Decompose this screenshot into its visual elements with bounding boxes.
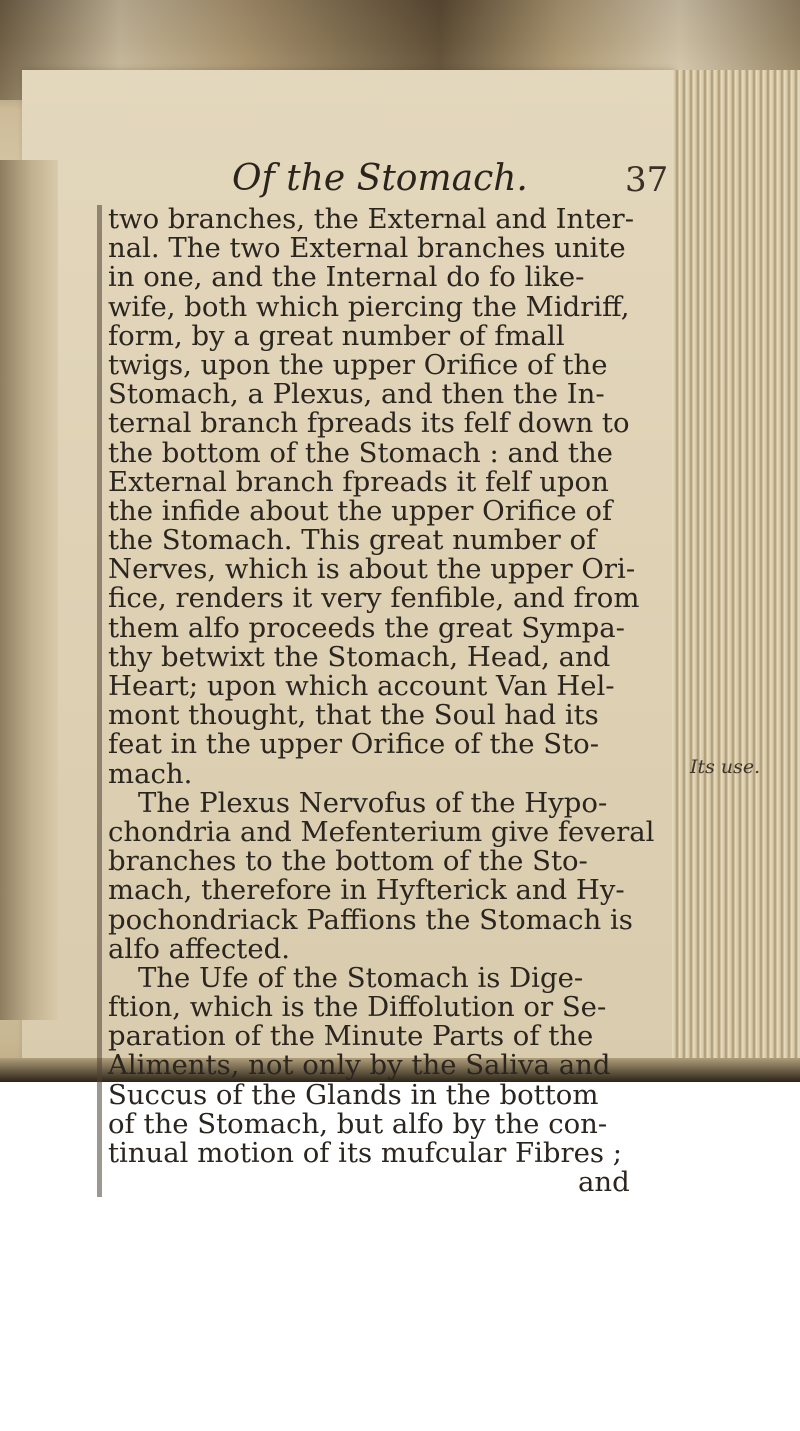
bleed-mark xyxy=(62,614,102,643)
bleed-mark xyxy=(62,847,102,876)
bleed-mark xyxy=(62,993,102,1022)
text-line: the infide about the upper Orifice of xyxy=(108,494,613,527)
body-text xyxy=(108,205,678,1197)
text-line: two branches, the External and Inter- xyxy=(108,203,634,235)
text-line: alfo affected. xyxy=(108,932,290,965)
text-line: wife, both which piercing the Midriff, xyxy=(108,290,630,323)
bleed-mark xyxy=(62,672,102,701)
text-line: form, by a great number of fmall xyxy=(108,319,565,352)
bleed-mark xyxy=(62,1168,102,1197)
text-line: nal. The two External branches unite xyxy=(108,232,626,265)
text-line: mach. xyxy=(108,757,193,790)
text-line: mont thought, that the Soul had its xyxy=(108,699,599,732)
book-gutter xyxy=(0,160,58,1020)
bleed-mark xyxy=(62,760,102,789)
bleed-mark xyxy=(62,935,102,964)
text-line: thy betwixt the Stomach, Head, and xyxy=(108,640,611,673)
bleed-mark xyxy=(62,584,102,613)
bleed-mark xyxy=(62,906,102,935)
bleed-mark xyxy=(62,1022,102,1051)
bleed-mark xyxy=(62,380,102,409)
text-line: branches to the bottom of the Sto- xyxy=(108,845,588,878)
text-line: Succus of the Glands in the bottom xyxy=(108,1078,599,1111)
bleed-mark xyxy=(62,409,102,438)
text-line: pochondriack Paffions the Stomach is xyxy=(108,903,633,936)
bleed-through-marks xyxy=(62,205,102,1197)
bleed-mark xyxy=(62,205,102,234)
bleed-mark xyxy=(62,468,102,497)
bleed-mark xyxy=(62,293,102,322)
bleed-mark xyxy=(62,263,102,292)
text-line: in one, and the Internal do fo like- xyxy=(108,261,585,294)
text-line: mach, therefore in Hyfterick and Hy- xyxy=(108,874,625,907)
text-line: and xyxy=(578,1166,630,1199)
text-line: them alfo proceeds the great Sympa- xyxy=(108,611,625,644)
running-header: Of the Stomach. xyxy=(232,158,528,199)
text-line: External branch fpreads it felf upon xyxy=(108,465,609,498)
bleed-mark xyxy=(62,1051,102,1080)
text-line: Nerves, which is about the upper Ori- xyxy=(108,553,636,586)
page-edges xyxy=(672,70,800,1080)
bleed-mark xyxy=(62,964,102,993)
text-line: the Stomach. This great number of xyxy=(108,524,597,557)
bleed-mark xyxy=(62,701,102,730)
text-line: Aliments, not only by the Saliva and xyxy=(108,1049,611,1082)
bleed-mark xyxy=(62,818,102,847)
bleed-mark xyxy=(62,1110,102,1139)
text-line: chondria and Mefenterium give feveral xyxy=(108,815,655,848)
text-line: ftion, which is the Diffolution or Se- xyxy=(108,991,607,1024)
text-line: Heart; upon which account Van Hel- xyxy=(108,670,615,702)
bleed-mark xyxy=(62,555,102,584)
bleed-mark xyxy=(62,1139,102,1168)
text-line: tinual motion of its mufcular Fibres ; xyxy=(108,1137,623,1169)
text-line: Stomach, a Plexus, and then the In- xyxy=(108,378,605,411)
page-number: 37 xyxy=(625,160,669,200)
bleed-mark xyxy=(62,351,102,380)
text-line: feat in the upper Orifice of the Sto- xyxy=(108,728,599,761)
text-line: of the Stomach, but alfo by the con- xyxy=(108,1107,608,1140)
bleed-mark xyxy=(62,730,102,759)
text-line: paration of the Minute Parts of the xyxy=(108,1020,594,1053)
bleed-mark xyxy=(62,439,102,468)
bleed-mark xyxy=(62,497,102,526)
text-line: ternal branch fpreads its felf down to xyxy=(108,407,630,440)
bleed-mark xyxy=(62,1081,102,1110)
bleed-mark xyxy=(62,526,102,555)
text-line: The Ufe of the Stomach is Dige- xyxy=(138,961,584,994)
text-line: twigs, upon the upper Orifice of the xyxy=(108,348,608,381)
text-line: fice, renders it very fenfible, and from xyxy=(108,582,640,615)
bleed-mark xyxy=(62,789,102,818)
bleed-mark xyxy=(62,234,102,263)
margin-note: Its use. xyxy=(690,756,761,778)
text-line: The Plexus Nervofus of the Hypo- xyxy=(138,786,608,819)
text-line: the bottom of the Stomach : and the xyxy=(108,436,613,469)
bleed-mark xyxy=(62,643,102,672)
bleed-mark xyxy=(62,876,102,905)
bleed-mark xyxy=(62,322,102,351)
